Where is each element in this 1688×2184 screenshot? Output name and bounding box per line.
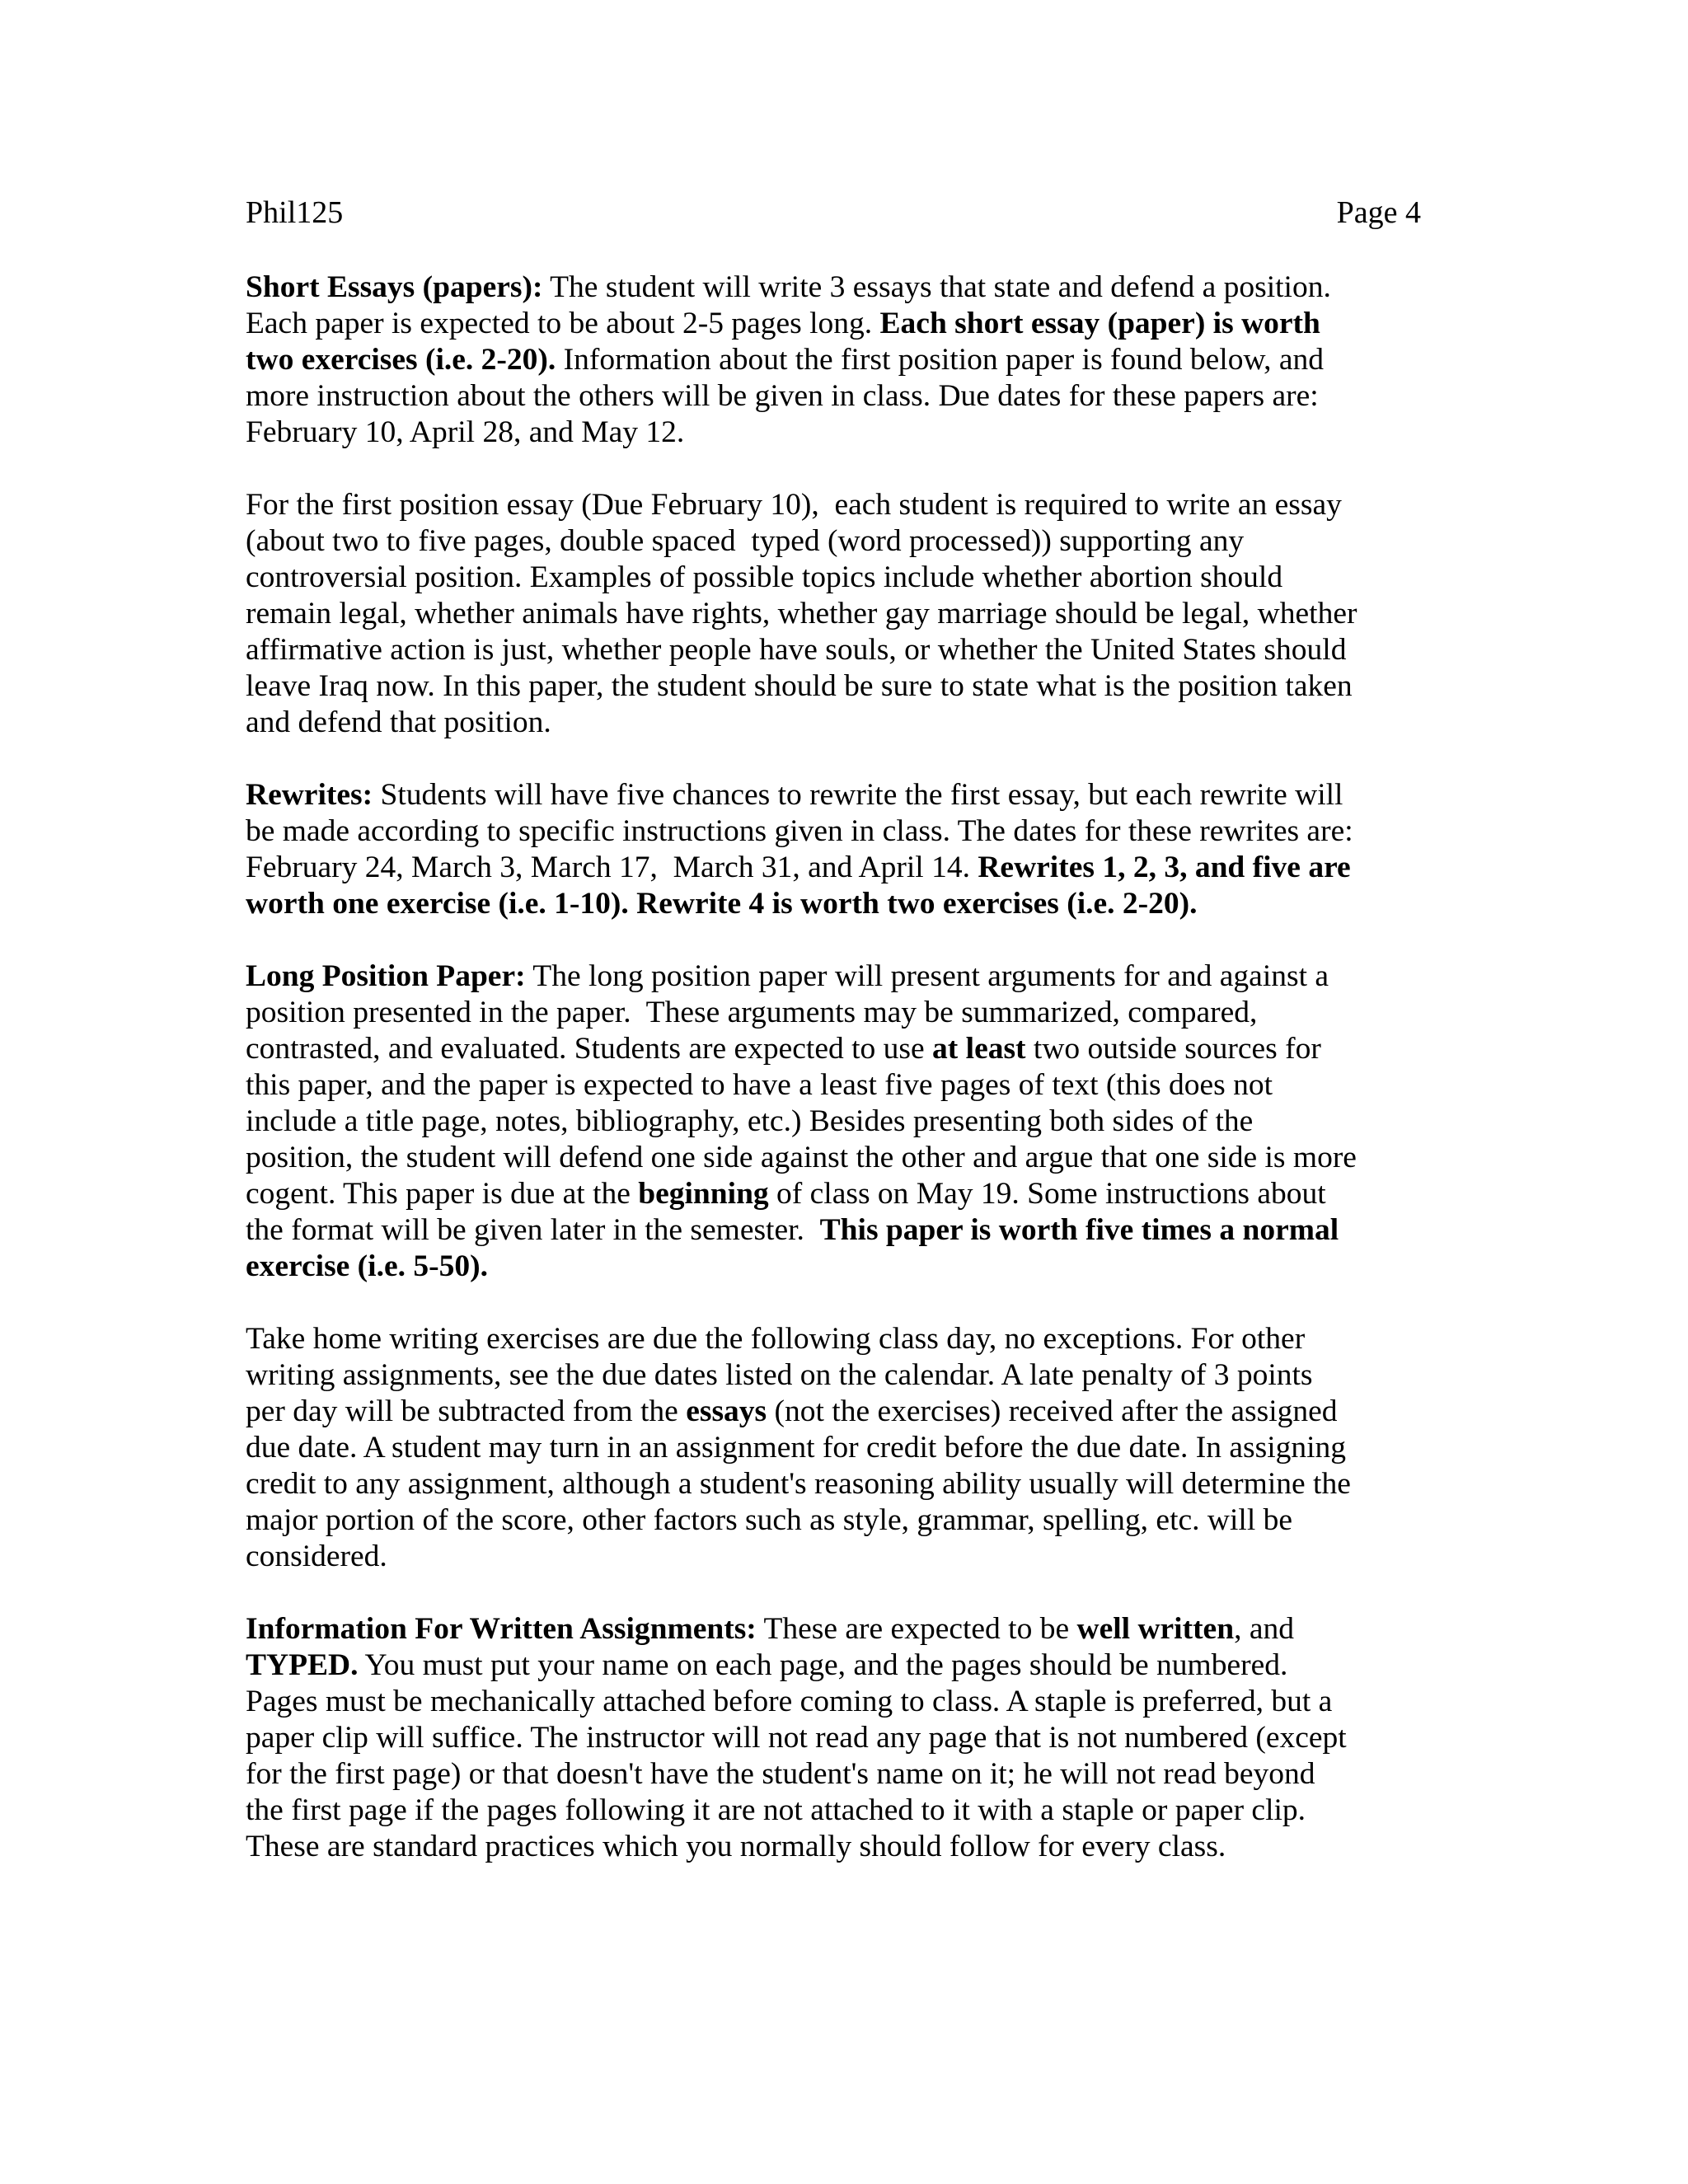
short-essays-paragraph: [246, 269, 1441, 451]
text-line: [246, 850, 1441, 886]
text-line: For the first position essay (Due February 10), each student is required to write an essay: [246, 488, 1342, 522]
text-line: [246, 1249, 1441, 1285]
text-line: [246, 1031, 1441, 1067]
text-line: be made according to specific instructions given in class. The dates for these rewrites are:: [246, 814, 1353, 848]
text-run: You must put your name on each page, and the pages should be numbered.: [358, 1648, 1288, 1682]
bold-text: Rewrites 1, 2, 3, and five are: [978, 851, 1351, 884]
text-line: for the first page) or that doesn't have the student's name on it; he will not read beyond: [246, 1757, 1315, 1791]
text-line: Pages must be mechanically attached before coming to class. A staple is preferred, but a: [246, 1685, 1333, 1718]
text-line: [246, 886, 1441, 922]
text-line: due date. A student may turn in an assignment for credit before the due date. In assigning: [246, 1431, 1347, 1465]
bold-text: exercise (i.e. 5-50).: [246, 1249, 488, 1283]
text-line: include a title page, notes, bibliography, etc.) Besides presenting both sides of the: [246, 1104, 1254, 1138]
text-line: [246, 777, 1441, 813]
text-run: The student will write 3 essays that state and defend a position.: [542, 270, 1331, 304]
document-body: [246, 269, 1441, 1901]
text-line: credit to any assignment, although a student's reasoning ability usually will determine the: [246, 1467, 1351, 1501]
text-run: two outside sources for: [1025, 1032, 1321, 1066]
text-line: considered.: [246, 1540, 387, 1573]
text-run: Each paper is expected to be about 2-5 pages long.: [246, 307, 880, 340]
first-essay-paragraph: [246, 487, 1441, 741]
text-run: Information about the first position paper is found below, and: [556, 343, 1325, 377]
page-header: [246, 192, 1421, 233]
bold-text: This paper is worth five times a normal: [819, 1213, 1339, 1247]
page-number: Page 4: [1336, 195, 1421, 230]
text-line: [246, 958, 1441, 995]
text-line: [246, 342, 1441, 378]
text-line: February 10, April 28, and May 12.: [246, 415, 685, 449]
take-home-paragraph: [246, 1321, 1441, 1575]
text-line: Take home writing exercises are due the following class day, no exceptions. For other: [246, 1322, 1306, 1356]
text-run: The long position paper will present arguments for and against a: [525, 959, 1329, 993]
text-line: position, the student will defend one side against the other and argue that one side is more: [246, 1141, 1357, 1174]
text-run: contrasted, and evaluated. Students are expected to use: [246, 1032, 933, 1066]
rewrites-paragraph: [246, 777, 1441, 922]
bold-text: well written: [1076, 1612, 1235, 1646]
section-heading: Rewrites:: [246, 778, 373, 812]
written-info-paragraph: [246, 1611, 1441, 1865]
text-line: this paper, and the paper is expected to have a least five pages of text (this does not: [246, 1068, 1273, 1102]
text-run: February 24, March 3, March 17, March 31, and April 14.: [246, 851, 978, 884]
text-run: (not the exercises) received after the assigned: [767, 1394, 1338, 1428]
text-line: leave Iraq now. In this paper, the student should be sure to state what is the position taken: [246, 669, 1353, 703]
course-code: Phil125: [246, 195, 344, 230]
bold-text: essays: [686, 1394, 767, 1428]
text-line: affirmative action is just, whether people have souls, or whether the United States should: [246, 633, 1347, 667]
text-line: [246, 1394, 1441, 1430]
text-line: (about two to five pages, double spaced typed (word processed)) supporting any: [246, 524, 1245, 558]
text-run: of class on May 19. Some instructions about: [768, 1177, 1326, 1211]
text-run: per day will be subtracted from the: [246, 1394, 687, 1428]
text-line: remain legal, whether animals have rights, whether gay marriage should be legal, whether: [246, 597, 1357, 630]
bold-text: worth one exercise (i.e. 1-10). Rewrite 4 is worth two exercises (i.e. 2-20).: [246, 887, 1198, 921]
long-paper-paragraph: [246, 958, 1441, 1285]
text-line: major portion of the score, other factors such as style, grammar, spelling, etc. will be: [246, 1503, 1293, 1537]
text-line: [246, 1212, 1441, 1249]
bold-text: two exercises (i.e. 2-20).: [246, 343, 556, 377]
text-line: paper clip will suffice. The instructor will not read any page that is not numbered (except: [246, 1721, 1347, 1755]
text-line: and defend that position.: [246, 705, 551, 739]
section-heading: Long Position Paper:: [246, 959, 526, 993]
bold-text: at least: [932, 1032, 1026, 1066]
text-line: [246, 306, 1441, 342]
text-line: position presented in the paper. These arguments may be summarized, compared,: [246, 996, 1258, 1029]
text-run: These are expected to be: [756, 1612, 1077, 1646]
text-line: [246, 1176, 1441, 1212]
text-line: These are standard practices which you normally should follow for every class.: [246, 1830, 1226, 1863]
text-line: [246, 1647, 1441, 1684]
text-run: Students will have five chances to rewrite the first essay, but each rewrite will: [373, 778, 1343, 812]
text-run: the format will be given later in the semester.: [246, 1213, 820, 1247]
text-line: [246, 269, 1441, 306]
text-line: more instruction about the others will be given in class. Due dates for these papers are:: [246, 379, 1319, 413]
text-run: , and: [1234, 1612, 1294, 1646]
section-heading: Information For Written Assignments:: [246, 1612, 757, 1646]
text-run: cogent. This paper is due at the: [246, 1177, 639, 1211]
text-line: controversial position. Examples of possible topics include whether abortion should: [246, 560, 1283, 594]
text-line: the first page if the pages following it are not attached to it with a staple or paper clip.: [246, 1793, 1306, 1827]
bold-text: beginning: [638, 1177, 769, 1211]
bold-text: TYPED.: [246, 1648, 359, 1682]
section-heading: Short Essays (papers):: [246, 270, 543, 304]
text-line: [246, 1611, 1441, 1647]
bold-text: Each short essay (paper) is worth: [879, 307, 1320, 340]
text-line: writing assignments, see the due dates listed on the calendar. A late penalty of 3 points: [246, 1358, 1313, 1392]
